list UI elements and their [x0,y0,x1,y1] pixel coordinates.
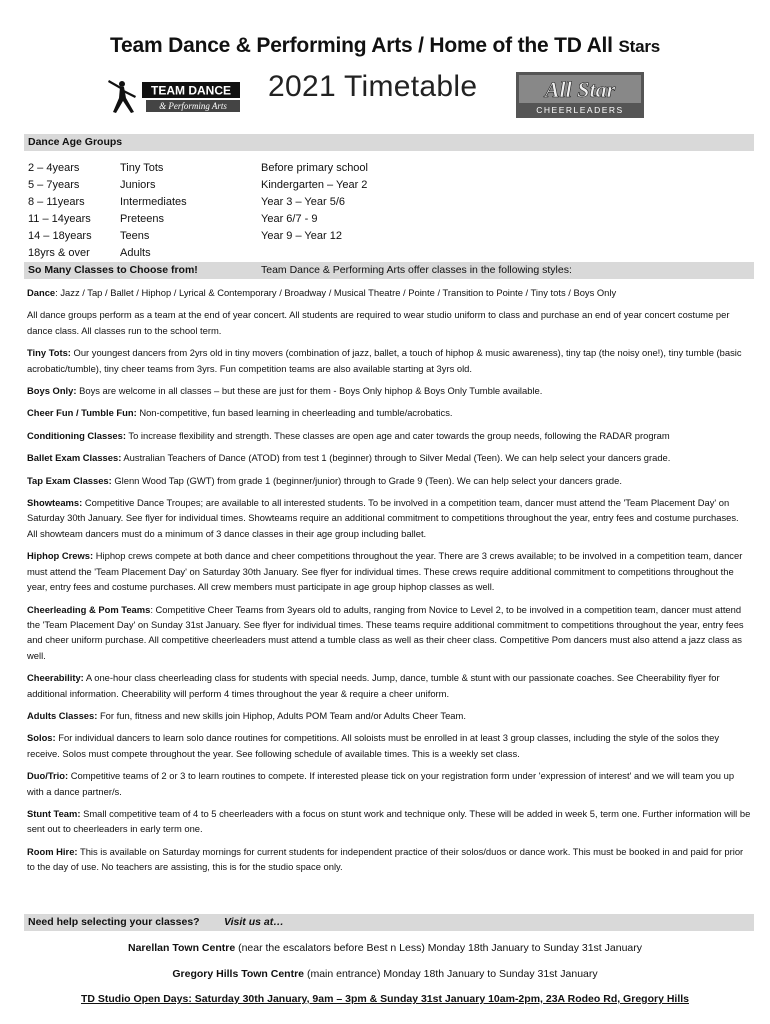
class-text: Competitive teams of 2 or 3 to learn routines to compete. If interested please tick on your registration form under 'expression of interest' and we will team you up with a dance partner/s. [27,770,735,797]
class-description [27,450,751,465]
class-description [27,345,751,376]
class-description [27,473,751,488]
class-description [27,405,751,420]
class-text: Competitive Dance Troupes; are available to all interested students. To be involved in a competition team, dancer must attend the 'Team Placement Day' on Saturday 30th January. See flyer for individual times. Showteams require an additional commitment to competitions throughout the year, entry fees and costume purchases. All showteam dancers must do a minimum of 3 dance classes in their age group including ballet. [27,497,739,539]
location-line [0,968,770,980]
age-group-name: Teens [120,230,150,242]
age-groups-table [24,160,754,262]
classes-heading: So Many Classes to Choose from! [28,264,198,276]
class-label: Hiphop Crews: [27,550,94,562]
class-label: Tiny Tots: [27,347,71,359]
classes-header [24,262,754,279]
class-label: Duo/Trio: [27,770,69,782]
class-text: Hiphop crews compete at both dance and cheer competitions throughout the year. There are 3 crews available; to be involved in a competition team, dancer must attend the 'Team Placement Day' on Saturday 30th January. See flyer for individual times. These crews require additional commitment to competitions throughout the year, entry fees and costume purchases. All crew members must participate in age group hiphop classes as well. [27,550,743,593]
age-range: 5 – 7years [28,179,80,191]
class-label: Room Hire: [27,845,78,857]
class-label: Adults Classes: [27,709,98,721]
class-description [27,708,751,723]
school-level: Year 9 – Year 12 [261,230,342,242]
help-header [24,914,754,931]
all-star-cheerleaders-logo [516,72,644,118]
age-group-name: Tiny Tots [120,162,164,174]
class-label: Ballet Exam Classes: [27,452,122,464]
age-range: 8 – 11years [28,196,85,208]
class-text: Competitive Cheer Teams from 3years old to adults, ranging from Novice to Level 2, to be involved in a competition team, dancer must attend the 'Team Placement Day' on Sunday 31st January. See flyer for individual times. These teams require additional commitment to competitions throughout the year, entry fees and cheer uniform purchase. All competitive cheerleaders must attend a tumble class as well as their cheer class. Competitive Pom dancers must also attend a jazz class as well. [27,603,744,661]
class-label: Cheer Fun / Tumble Fun: [27,407,137,419]
class-text: This is available on Saturday mornings for current students for independent practice of their solos/duos or dance work. This must be booked in and paid for prior to the day of use. No teachers are assisting, this is for the studio space only. [27,845,744,873]
all-star-logo-line2: CHEERLEADERS [536,105,624,115]
page-title-stars: Stars [618,37,660,56]
class-label: Tap Exam Classes: [27,474,112,486]
class-text: For fun, fitness and new skills join Hiphop, Adults POM Team and/or Adults Cheer Team. [99,709,466,721]
school-level: Before primary school [261,162,368,174]
class-text: Boys are welcome in all classes – but these are just for them - Boys Only hiphop & Boys Only Tumble available. [79,385,543,397]
age-row [24,160,754,177]
all-star-logo-line1: All Star [544,77,616,102]
class-description [27,548,751,594]
class-label: Stunt Team: [27,807,81,819]
school-level: Year 3 – Year 5/6 [261,196,346,208]
age-row [24,177,754,194]
class-label: Cheerability: [27,672,84,684]
age-row [24,245,754,262]
age-range: 14 – 18years [28,230,92,242]
help-question: Need help selecting your classes? [28,916,200,928]
location-line [0,942,770,954]
class-description [27,670,751,701]
class-description: Cheerleading & Pom Teams: Competitive Cheer Teams from 3years old to adults, ranging from Novice to Level 2, to be involved in a competition team, dancer must attend the 'Team Placement Day' on Sunday 31st January. See flyer for individual times. These teams require additional commitment to competitions throughout the year, entry fees and cheer uniform purchase. All competitive cheerleaders must attend a tumble class as well as their cheer class. Competitive Pom dancers must also attend a jazz class as well. [27,603,744,661]
class-label: Conditioning Classes: [27,429,126,441]
age-group-name: Adults [120,247,151,259]
age-range: 11 – 14years [28,213,91,225]
class-text: All dance groups perform as a team at the end of year concert. All students are required to wear studio uniform to class and purchase an end of year concert costume per dance class. All classes run to the school term. [27,309,730,336]
class-description [27,844,751,875]
class-description [27,495,751,541]
class-text: Glenn Wood Tap (GWT) from grade 1 (beginner/junior) through to Grade 9 (Teen). We can help select your dancers grade. [114,474,622,486]
school-level: Year 6/7 - 9 [261,213,318,225]
age-range: 18yrs & over [28,247,90,259]
page-title-text: Team Dance & Performing Arts / Home of the TD All [109,34,613,57]
class-description [27,307,751,338]
visit-us-label: Visit us at… [224,916,284,928]
age-group-name: Preteens [120,213,165,225]
class-text: Non-competitive, fun based learning in cheerleading and tumble/acrobatics. [139,407,453,419]
classes-intro: Team Dance & Performing Arts offer classes in the following styles: [261,264,572,276]
class-label: Dance [27,287,56,298]
class-text: Our youngest dancers from 2yrs old in tiny movers (combination of jazz, ballet, a touch of hiphop & music awareness), tiny tap (the noisy one!), tiny tumble (basic acrobatic/tumble), tiny cheer teams from 3yrs. Fun competition teams are also available starting at 3yrs old. [27,347,742,374]
class-label: Showteams: [27,497,83,509]
location-detail: (main entrance) Monday 18th January to Sunday 31st January [304,968,598,980]
class-description [27,768,751,799]
age-row [24,228,754,245]
class-descriptions [27,285,751,882]
class-text: To increase flexibility and strength. These classes are open age and cater towards the group needs, following the RADAR program [128,429,670,441]
location-name: Narellan Town Centre [128,942,236,954]
age-groups-header [24,134,754,151]
age-row [24,211,754,228]
age-range: 2 – 4years [28,162,80,174]
class-text: For individual dancers to learn solo dance routines for competitions. All soloists must be enrolled in at least 3 group classes, including the style of the solos they receive. Solos must compete throughout the year. See following schedule of available times. This is a weekly set class. [27,732,720,759]
location-detail: (near the escalators before Best n Less) Monday 18th January to Sunday 31st January [235,942,642,954]
age-group-name: Intermediates [120,196,187,208]
timetable-heading: 2021 Timetable [268,70,478,103]
team-dance-logo-line1: TEAM DANCE [151,83,231,98]
class-description [27,730,751,761]
team-dance-logo [106,78,242,118]
class-label: Cheerleading & Pom Teams [27,603,151,615]
class-label: Solos: [27,732,56,744]
age-group-name: Juniors [120,179,156,191]
age-row [24,194,754,211]
class-text: Australian Teachers of Dance (ATOD) from test 1 (beginner) through to Silver Medal (Teen). We can help select your dancers grade. [123,452,671,464]
open-days: TD Studio Open Days: Saturday 30th January, 9am – 3pm & Sunday 31st January 10am-2pm, 23A Rodeo Rd, Gregory Hills [80,993,689,1005]
class-description: Dance: Jazz / Tap / Ballet / Hiphop / Lyrical & Contemporary / Broadway / Musical Theatre / Pointe / Transition to Pointe / Tiny tots / Boys Only [27,287,617,298]
class-description [27,806,751,837]
location-name: Gregory Hills Town Centre [172,968,305,980]
page-title [0,34,770,58]
team-dance-logo-line2: & Performing Arts [159,101,227,111]
class-label: Boys Only: [27,385,77,397]
class-text: Small competitive team of 4 to 5 cheerleaders with a focus on stunt work and technique only. These will be added in week 5, term one. Further information will be sent out to cheerleaders in early term one. [27,807,751,835]
class-description [27,383,751,398]
class-text: A one-hour class cheerleading class for students with special needs. Jump, dance, tumble & stunt with our passionate coaches. See Cheerability flyer for additional information. Cheerability will perform 4 times throughout the year & require a cheer uniform. [27,672,720,699]
age-groups-heading: Dance Age Groups [28,136,123,148]
class-text: Jazz / Tap / Ballet / Hiphop / Lyrical & Contemporary / Broadway / Musical Theatre / Pointe / Transition to Pointe / Tiny tots / Boys Only [60,287,617,298]
class-description [27,428,751,443]
school-level: Kindergarten – Year 2 [261,179,368,191]
